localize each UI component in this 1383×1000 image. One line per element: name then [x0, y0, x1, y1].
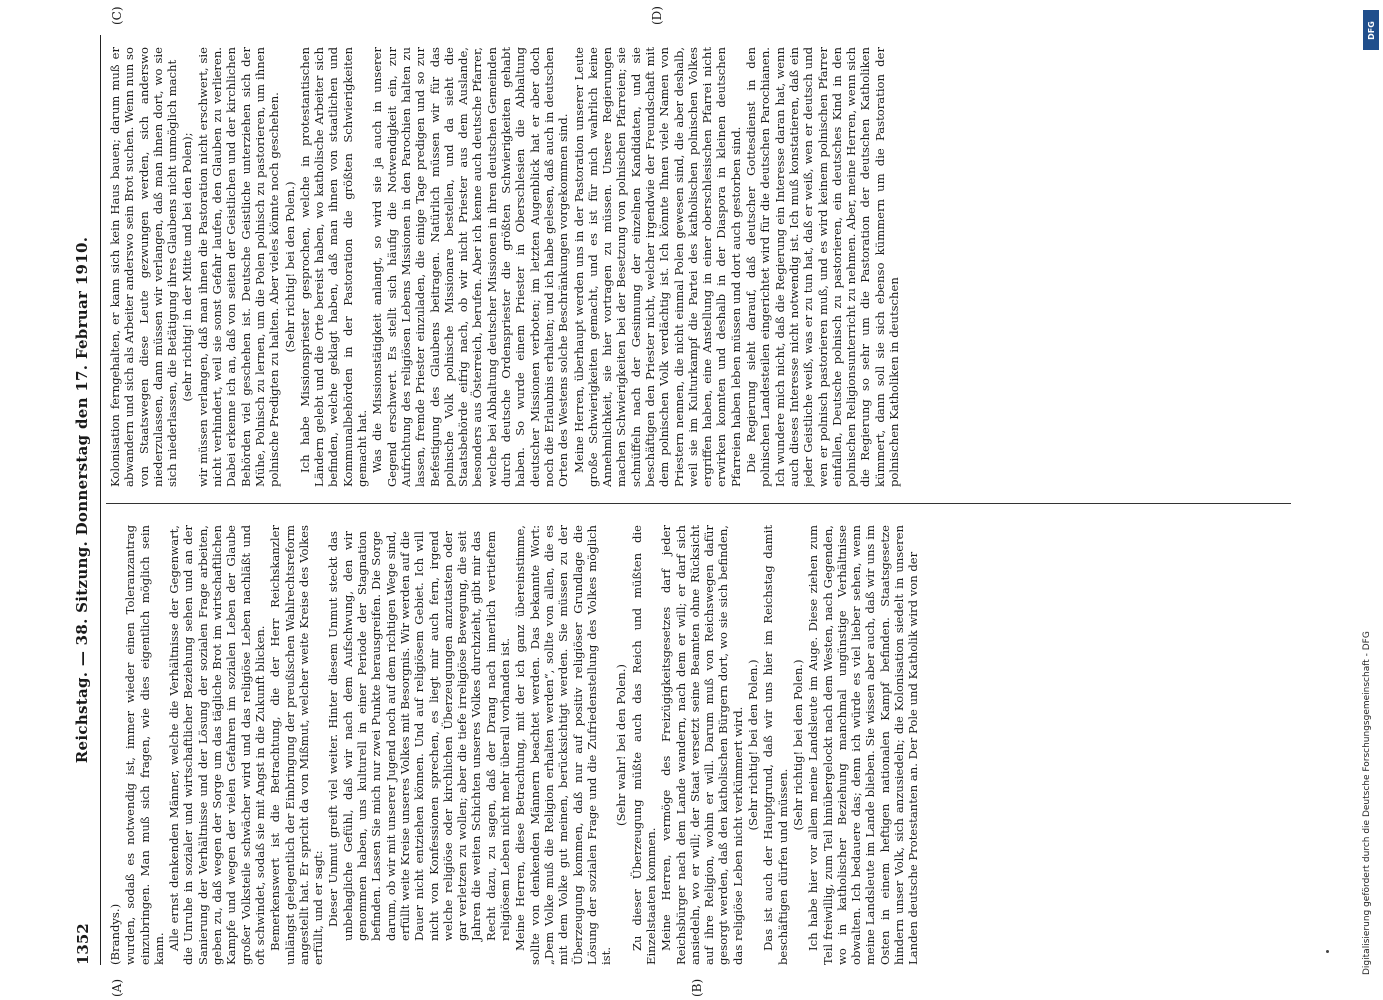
paragraph: Meine Herren, diese Betrachtung, mit der ich ganz übereinstimme, sollte von denkenden Männern beachtet werden. Das bekannte Wort: „Dem Volke muß die Religion erhalten werden“, sollte von allen, die es mit dem Volke gut meinen, berücksichtigt werden. Sie müssen zu der Überzeugung kommen, daß nur auf positiv religiöser Grundlage die Lösung der sozialen Frage und die Zufriedenstellung des Volkes möglich ist.	[513, 525, 614, 965]
paragraph: (Sehr richtig! bei den Polen.)	[746, 659, 761, 831]
paragraph: (Sehr richtig! bei den Polen.)	[790, 659, 805, 831]
page-number: 1352	[74, 923, 92, 965]
rotated-page	[70, 6, 1310, 997]
paragraph: Was die Missionstätigkeit anlangt, so wird sie ja auch in unserer Gegend erschwert. Es stellt sich häufig die Notwendigkeit ein, zur Aufrichtung des religiösen Lebens Missionen in den Parochien halten zu lassen, fremde Priester einzuladen, die einige Tage predigen und so zur Befestigung des Glaubens beitragen. Natürlich müssen wir für das polnische Volk polnische Missionare bestellen, und da sieht die Staatsbehörde eifrig nach, ob wir nicht Priester aus dem Auslande, besonders aus Österreich, berufen. Aber ich kenne auch deutsche Pfarrer, welche bei Abhaltung deutscher Missionen in ihren deutschen Gemeinden durch deutsche Ordenspriester die größten Schwierigkeiten gehabt haben. So wurde einem Priester in Oberschlesien die Abhaltung deutscher Missionen verboten; im letzten Augenblick hat er aber doch noch die Erlaubnis erhalten; und ich habe gelesen, daß auch in deutschen Orten des Westens solche Beschränkungen vorgekommen sind.	[370, 47, 571, 487]
paragraph: (Sehr richtig! bei den Polen.)	[282, 181, 297, 353]
paragraph: Das ist auch der Hauptgrund, daß wir uns hier im Reichstag damit beschäftigen dürfen und müssen.	[761, 525, 790, 965]
paragraph: Bemerkenswert ist die Betrachtung, die der Herr Reichskanzler unlängst gelegentlich der Einbringung der preußischen Wahlrechtsreform angestellt hat. Er spricht da von Mißmut, welcher weite Kreise des Volkes erfüllt, und er sagt:	[268, 525, 326, 965]
margin-marker-b: (B)	[690, 978, 704, 997]
left-text-column	[108, 525, 1288, 965]
page-header	[70, 35, 101, 965]
paragraph: Die Regierung sieht darauf, daß deutscher Gottesdienst in den polnischen Landesteilen eingerichtet wird für die deutschen Parochianen. Ich wundere mich nicht, daß die Regierung ein Interesse daran hat, wenn auch dieses Interesse nicht notwendig ist. Ich muß konstatieren, daß ein jeder Geistliche weiß, was er zu tun hat, daß er weiß, wen er deutsch und wen er polnisch pastorieren muß, und es wird keinem polnischen Pfarrer einfallen, Deutsche polnisch zu pastorieren, ein deutsches Kind in den polnischen Religionsunterricht zu nehmen. Aber, meine Herren, wenn sich die Regierung so sehr um die Pastoration der deutschen Katholiken kümmert, dann soll sie sich ebenso kümmern um die Pastoration der polnischen Katholiken in deutschen	[744, 47, 902, 487]
paragraph: Meine Herren, vermöge des Freizügigkeitsgesetzes darf jeder Reichsbürger nach dem Lande wandern, nach dem er will; er darf sich ansiedeln, wo er will; der Staat versetzt seine Beamten ohne Rücksicht auf ihre Religion, wohin er will. Darum muß von Reichswegen dafür gesorgt werden, daß den katholischen Bürgern dort, wo sie sich befinden, das religiöse Leben nicht verkümmert wird.	[659, 525, 745, 965]
column-divider	[106, 503, 1291, 504]
digitization-credit: Digitalisierung gefördert durch die Deutsche Forschungsgemeinschaft - DFG	[1362, 631, 1372, 975]
paragraph: Dieser Unmut greift viel weiter. Hinter diesem Unmut steckt das unbehagliche Gefühl, daß wir nach dem Aufschwung, den wir genommen haben, uns kulturell in einer Periode der Stagnation befinden. Lassen Sie mich nur zwei Punkte herausgreifen. Die Sorge darum, ob wir mit unserer Jugend noch auf dem richtigen Wege sind, erfüllt weite Kreise unseres Volkes mit Besorgnis. Wir werden auf die Dauer nicht entziehen können. Und auf religiösem Gebiet. Ich will nicht von Konfessionen sprechen, es liegt mir auch fern, irgend welche religiöse oder kirchlichen Überzeugungen anzutasten oder gar verletzen zu wollen; aber die tiefe irreligiöse Bewegung, die seit Jahren die weiten Schichten unseres Volkes durchzieht, gibt mir das Recht dazu, zu sagen, daß der Drang nach innerlich vertieftem religiösem Leben nicht mehr überall vorhanden ist.	[326, 531, 513, 941]
margin-marker-d: (D)	[650, 6, 664, 25]
paragraph: Meine Herren, überhaupt werden uns in der Pastoration unserer Leute große Schwierigkeiten gemacht, und es ist für mich wahrlich keine Annehmlichkeit, sie hier vortragen zu müssen. Unsere Regierungen machen Schwierigkeiten bei der Besetzung von polnischen Pfarreien; sie schnüffeln nach der Gesinnung der einzelnen Kandidaten, und sie beschäftigen den Priester nicht, welcher irgendwie der Freundschaft mit dem polnischen Volk verdächtig ist. Ich könnte Ihnen viele Namen von Priestern nennen, die nicht einmal Polen gewesen sind, die aber deshalb, weil sie im Kulturkampf die Partei des katholischen polnischen Volkes ergriffen haben, eine Anstellung in einer oberschlesischen Pfarrei nicht erwirken konnten und deshalb in der Diaspora in kleinen deutschen Pfarreien haben leben müssen und dort auch gestorben sind.	[571, 47, 743, 487]
dfg-logo: DFG	[1363, 10, 1379, 50]
paragraph: wurden, sodaß es notwendig ist, immer wieder einen Toleranzantrag einzubringen. Man muß sich fragen, wie dies eigentlich möglich sein kann.	[123, 525, 166, 965]
paragraph: (Brandys.)	[108, 903, 122, 965]
paragraph: (sehr richtig! in der Mitte und bei den Polen);	[180, 132, 195, 402]
paragraph: Ich habe hier vor allem meine Landsleute im Auge. Diese ziehen zum Teil freiwillig, zum Teil hinübergelockt nach dem Westen, nach Gegenden, wo in katholischer Beziehung manchmal ungünstige Verhältnisse obwalten. Ich bedauere das; denn ich würde es viel lieber sehen, wenn meine Landsleute im Lande blieben. Sie wissen aber auch, daß wir uns im Osten in einem heftigen nationalen Kampf befinden. Staatsgesetze hindern unser Volk, sich anzusiedeln; die Kolonisation siedelt in unseren Landen deutsche Protestanten an. Der Pole und Katholik wird von der	[806, 525, 921, 965]
paragraph: Ich habe Missionspriester gesprochen, welche in protestantischen Ländern gelebt und die Orte bereist haben, wo katholische Arbeiter sich befinden, welche geklagt haben, daß man ihnen von staatlichen und Kommunalbehörden in der Pastoration die größten Schwierigkeiten gemacht hat.	[297, 47, 370, 487]
paragraph: Kolonisation ferngehalten, er kann sich kein Haus bauen; darum muß er abwandern und sich als Arbeiter anderswo sein Brot suchen. Wenn nun so von Staatswegen diese Leute gezwungen werden, sich anderswo niederzulassen, dann müssen wir verlangen, daß man ihnen dort, wo sie sich niederlassen, die Betätigung ihres Glaubens nicht unmöglich macht	[108, 47, 180, 487]
running-title: Reichstag. — 38. Sitzung. Donnerstag den 17. Februar 1910.	[73, 236, 91, 764]
paragraph: (Sehr wahr! bei den Polen.)	[614, 664, 629, 826]
right-text-column	[108, 47, 1288, 487]
paragraph: Alle ernst denkenden Männer, welche die Verhältnisse der Gegenwart, die Unruhe in sozialer und wirtschaftlicher Beziehung sehen und an der Sanierung der Verhältnisse und der Lösung der sozialen Frage arbeiten, geben zu, daß wegen der Sorge um das tägliche Brot im wirtschaftlichen Kampfe und wegen der vielen Gefahren im sozialen Leben der Glaube großer Volksteile schwächer wird und das religiöse Leben nachläßt und oft schwindet, sodaß sie mit Angst in die Zukunft blicken.	[167, 525, 267, 965]
margin-marker-a: (A)	[110, 978, 124, 997]
paragraph: Zu dieser Überzeugung müßte auch das Reich und müßten die Einzelstaaten kommen.	[629, 525, 658, 965]
paragraph: wir müssen verlangen, daß man ihnen die Pastoration nicht erschwert, sie nicht verhindert, weil sie sonst Gefahr laufen, den Glauben zu verlieren. Dabei erkenne ich an, daß von seiten der Geistlichen und der kirchlichen Behörden viel geschehen ist. Deutsche Geistliche unterziehen sich der Mühe, Polnisch zu lernen, um die Polen polnisch zu pastorieren, um ihnen polnische Predigten zu halten. Aber vieles könnte noch geschehen.	[195, 47, 282, 487]
margin-marker-c: (C)	[110, 6, 124, 25]
speck-mark	[1326, 950, 1329, 953]
